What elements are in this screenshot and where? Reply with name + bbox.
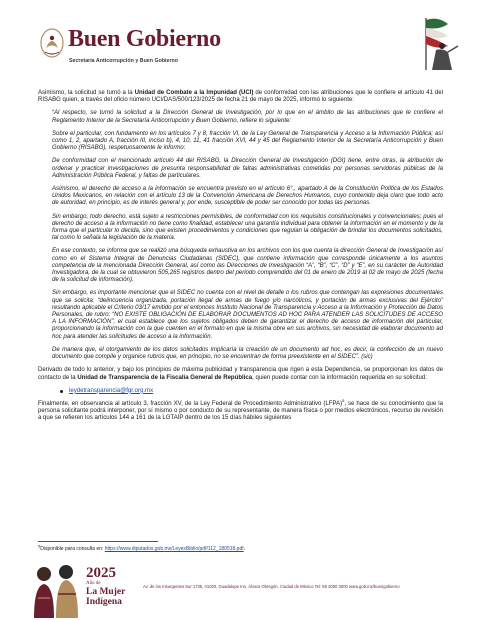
footnote-divider	[38, 541, 158, 542]
year-badge	[86, 566, 134, 607]
quote-paragraph: Sobre el particular, con fundamento en los artículos 7 y 8, fracción VI, de la Ley General de Transparencia y Acceso a la Información Pública; así como 1, 2, apartado A, fracción III, inciso b), 4, 10, 11, 41 fracción XVI, 44 y 45 del Reglamento Interior de la Secretaría Anticorrupción y Buen Gobierno (RISABG), respetuosamente le informo:	[52, 130, 443, 152]
flag-illustration-icon	[418, 16, 462, 72]
paragraph-uci: Asimismo, la solicitud se turnó a la Unidad de Combate a la Impunidad (UCI) de conformidad con las atribuciones que le confiere el artículo 41 del RISABG quien, a través del oficio número UCI/DAS/500/123/2025 de fecha 21 de mayo de 2025, informó lo siguiente:	[38, 90, 443, 104]
page-footer	[0, 560, 479, 620]
document-body	[38, 90, 443, 429]
page-header	[0, 0, 479, 82]
bullet-icon	[60, 390, 63, 393]
indigenous-women-illustration-icon	[30, 560, 84, 618]
eagle-emblem-icon	[40, 28, 64, 58]
list-item	[60, 388, 443, 395]
paragraph-final: Finalmente, en observancia al artículo 3, fracción XV, de la Ley Federal de Procedimiento Administrativo (LFPA)$^5$, se hace de su conocimiento que la persona solicitante podrá interponer, por sí mismo o por conducto de su representante, de manera física o por medios electrónicos, recurso de revisión a que se refieren los artículos 144 a 161 de la LGTAIP dentro de los 15 días hábiles siguientes	[38, 397, 443, 422]
quote-paragraph: Asimismo, el derecho de acceso a la información se encuentra previsto en el artículo 6°., apartado A de la Constitución Política de los Estados Unidos Mexicanos, en relación con el artículo 13 de la Convención Americana de Derechos Humanos, cuyo contenido deja claro que todo acto de autoridad, en principio, es de interés general y, por ende, susceptible de poder ser conocido por todas las personas.	[52, 186, 443, 207]
buen-gobierno-logo	[40, 26, 240, 76]
footnote: $^5$Disponible para consulta en: https://www.diputados.gob.mx/LeyesBiblio/pdf/112_180518.pdf.	[38, 543, 246, 552]
footnote-link[interactable]: https://www.diputados.gob.mx/LeyesBiblio/pdf/112_180518.pdf	[104, 546, 244, 552]
email-link[interactable]: leydetransparencia@fgr.org.mx	[69, 387, 154, 394]
quote-paragraph: De manera que, el otorgamiento de los datos solicitados implicaría la creación de un documento ad hoc, es decir, la confección de un nuevo documento que compile y organice rubros que, en principio, no se encuentran de forma preexistente en el SIDEC”. (sic)	[52, 346, 443, 361]
year-caption: Indígena	[86, 597, 122, 607]
brand-title: Buen Gobierno	[68, 26, 221, 52]
paragraph-transparency: Derivado de todo lo anterior, y bajo los principios de máxima publicidad y transparencia que rigen a esta Dependencia, se proporcionan los datos de contacto de la Unidad de Transparencia de la Fiscalía General de República, quien puede contar con la información requerida en su solicitud:	[38, 367, 443, 381]
quote-paragraph: Sin embargo, todo derecho, está sujeto a restricciones permisibles, de conformidad con los requisitos constitucionales y convencionales; pues el derecho de acceso a la información no tiene como finalidad, establecer una garantía individual para obtener la información en el momento y de la forma que el particular lo decida, sino que existen procedimientos y condiciones que regulan la obligación de brindar los documentos solicitados, tal como lo señala la legislación de la materia.	[52, 213, 443, 242]
quote-paragraph: “Al respecto, se turnó la solicitud a la Dirección General de Investigación, por lo que en el ámbito de las atribuciones que le confiere el Reglamento Interior de la Secretaría Anticorrupción y Buen Gobierno, refiere lo siguiente:	[52, 110, 443, 124]
footer-address: Av. de los Insurgentes Sur 1735, 01020, Guadalupe Inn, Álvaro Obregón, Ciudad de México Tel: 55 2000 3000 www.gob.mx/buengobierno	[143, 584, 400, 589]
year-caption: Año de	[86, 581, 101, 586]
year-caption: La Mujer	[86, 587, 126, 597]
quote-paragraph: Sin embargo, es importante mencionar que el SIDEC no cuenta con el nivel de detalle o los rubros que contengan las expresiones documentales que se solicita: “delincuencia organizada, portación ilegal de armas de fuego y/o narcóticos, y portación de armas exclusivas del Ejército” resultando aplicable el Criterio 03/17 emitido por el entonces Instituto Nacional de Transparencia y Acceso a la Información y Protección de Datos Personales, de rubro: “NO EXISTE OBLIGACIÓN DE ELABORAR DOCUMENTOS AD HOC PARA ATENDER LAS SOLICITUDES DE ACCESO A LA INFORMACIÓN”, el cual establece que los sujetos obligados deben de garantizar el derecho de acceso de información del particular, proporcionando la información con la que cuenten en el formato en que la misma obre en sus archivos, sin necesidad de elaborar documento ad hoc para atender las solicitudes de acceso a la información.	[52, 290, 443, 340]
quoted-response	[38, 110, 443, 361]
quote-paragraph: En ese contexto, se informa que se realizó una búsqueda exhaustiva en los archivos con los que cuenta la dirección General de Investigación así como en el Sistema Integral de Denuncias Ciudadanas (SIDEC), que contiene información que corresponde únicamente a los asuntos competencia de la mencionada Dirección General, así como las Direcciones de Investigación “A”, “B”, “C”, “D” y “E”, en su carácter de Autoridad Investigadora, de la cual se obtuvieron 505,265 registros dentro del periodo comprendido del 01 de enero de 2019 al 02 de mayo de 2025 (fecha de la solicitud de información).	[52, 248, 443, 284]
year-number: 2025	[86, 565, 116, 581]
brand-subtitle: Secretaría Anticorrupción y Buen Gobierno	[69, 58, 178, 64]
quote-paragraph: De conformidad con el mencionado artículo 44 del RISABG, la Dirección General de Investigación (DGI) tiene, entre otras, la atribución de ordenar y practicar investigaciones de presunta responsabilidad de faltas administrativas cometidas por personas servidoras públicas de la Administración Pública Federal, y faltas de particulares.	[52, 158, 443, 179]
